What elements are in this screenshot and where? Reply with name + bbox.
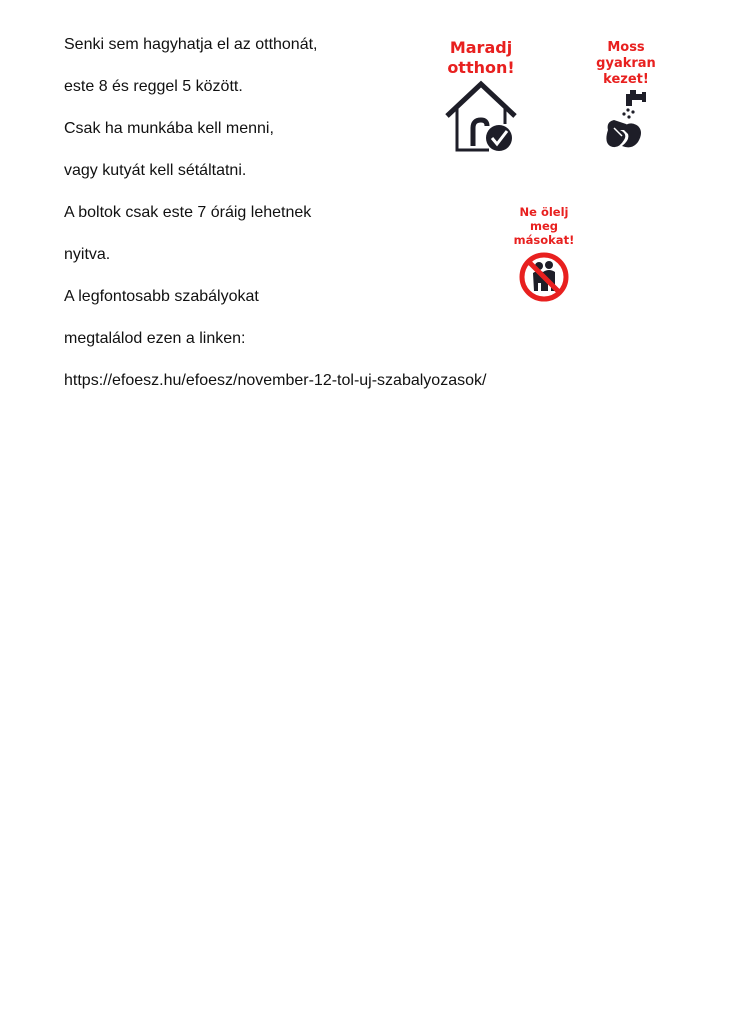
- stay-home-badge: [436, 38, 526, 154]
- text-line: este 8 és reggel 5 között.: [64, 78, 243, 95]
- badge-caption: Moss: [607, 40, 645, 55]
- text-line: nyitva.: [64, 246, 111, 263]
- rules-link[interactable]: https://efoesz.hu/efoesz/november-12-tol-uj-szabalyozasok/: [64, 372, 487, 389]
- text-line: vagy kutyát kell sétáltatni.: [64, 162, 247, 179]
- text-line: megtalálod ezen a linken:: [64, 330, 246, 347]
- badge-caption: otthon!: [447, 58, 515, 77]
- hand-washing-icon: [600, 90, 652, 152]
- house-check-icon: [443, 80, 519, 154]
- badge-caption: Ne ölelj: [519, 205, 569, 219]
- badge-caption: meg: [529, 219, 558, 233]
- text-line: Csak ha munkába kell menni,: [64, 120, 274, 137]
- badge-caption: gyakran: [596, 56, 656, 71]
- text-line: A legfontosabb szabályokat: [64, 288, 259, 305]
- badge-caption: kezet!: [603, 72, 649, 87]
- wash-hands-badge: [590, 40, 662, 152]
- badge-caption: Maradj: [449, 38, 513, 57]
- no-hugs-badge: [508, 205, 580, 303]
- no-hugging-icon: [518, 251, 570, 303]
- badge-caption: másokat!: [513, 233, 575, 247]
- text-line: Senki sem hagyhatja el az otthonát,: [64, 36, 318, 53]
- text-line: A boltok csak este 7 óráig lehetnek: [64, 204, 312, 221]
